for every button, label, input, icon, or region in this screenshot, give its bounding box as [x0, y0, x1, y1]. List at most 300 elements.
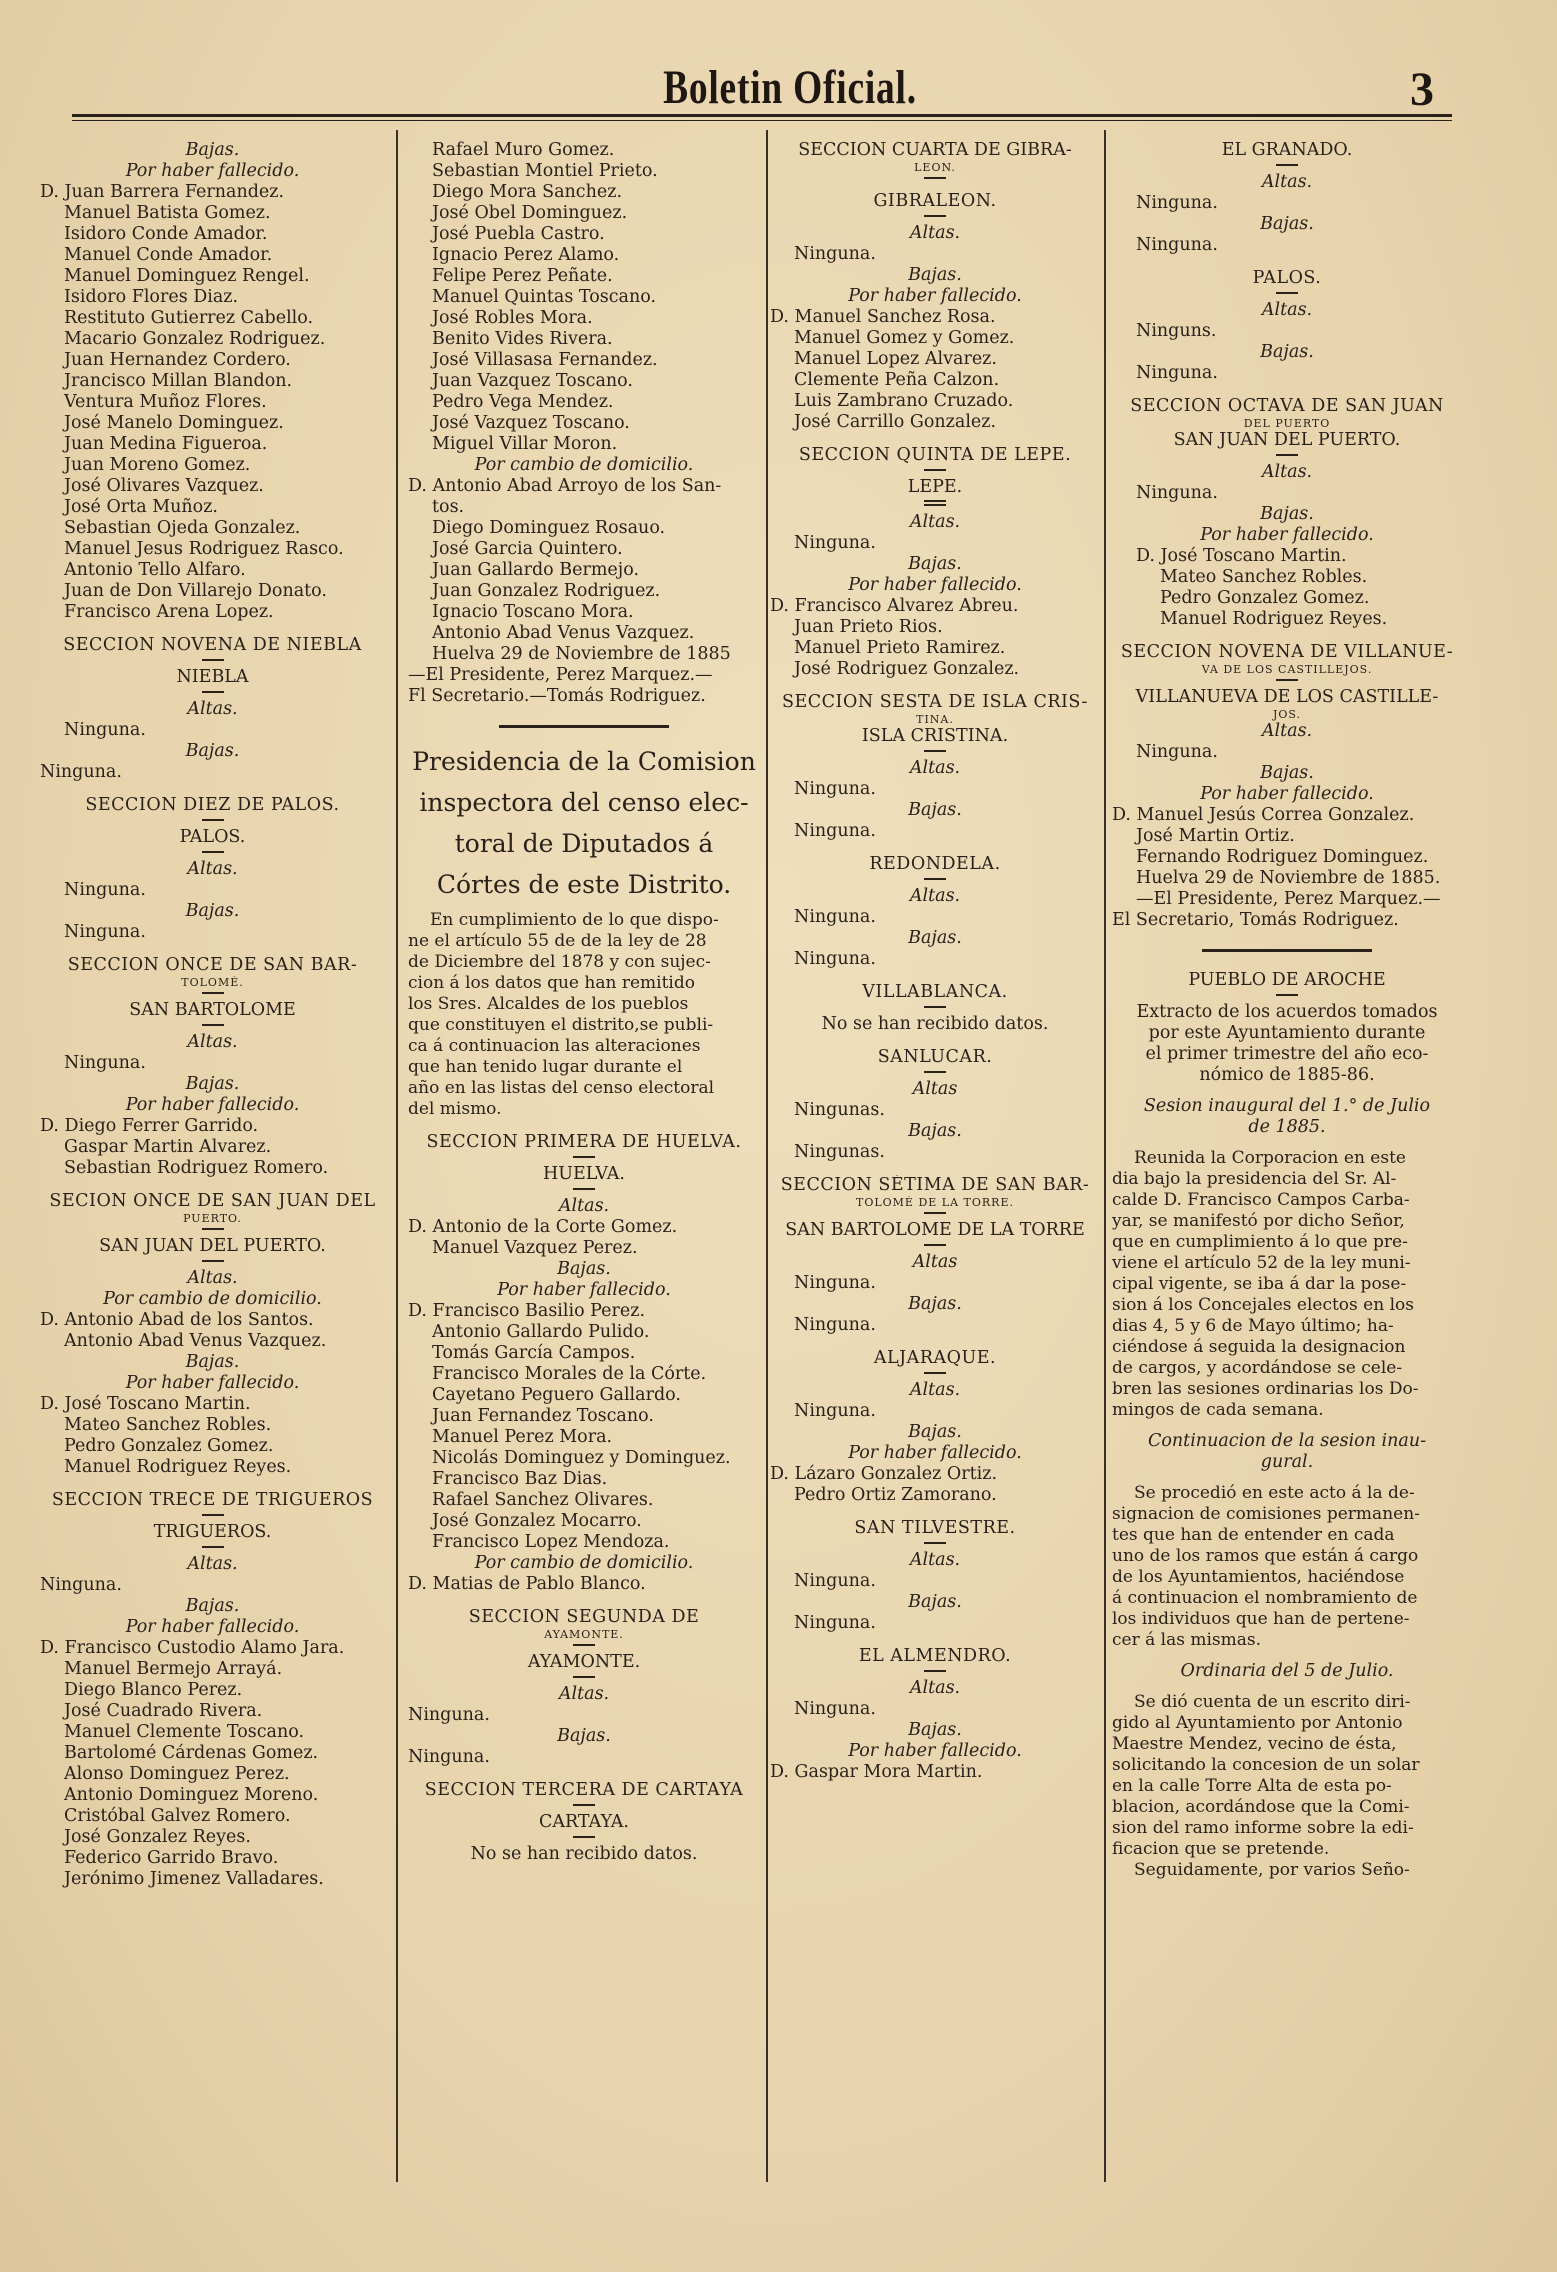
subheading-italic: Bajas. [185, 741, 240, 761]
section-heading: SECCION OCTAVA DE SAN JUAN [1130, 396, 1444, 416]
text-line: Ninguna. [794, 1699, 876, 1719]
section-heading: SECCION SEGUNDA DE [468, 1607, 700, 1627]
text-line: Jerónimo Jimenez Valladares. [64, 1869, 324, 1889]
rule-ornament [573, 1156, 595, 1158]
subheading-italic: Altas. [909, 758, 961, 778]
text-line: Manuel Bermejo Arrayá. [64, 1659, 283, 1679]
masthead-title: Boletin Oficial. [663, 61, 917, 114]
text-line: Ninguna. [1136, 483, 1218, 503]
section-heading: SECCION TERCERA DE CARTAYA [424, 1780, 744, 1800]
subheading-italic: Por haber fallecido. [125, 1373, 300, 1393]
text-line: Diego Blanco Perez. [64, 1680, 243, 1700]
subheading-italic: Por haber fallecido. [497, 1280, 671, 1300]
paragraph-line: signacion de comisiones permanen- [1112, 1504, 1420, 1524]
text-line: Huelva 29 de Noviembre de 1885. [1136, 868, 1441, 888]
text-line: D. Antonio de la Corte Gomez. [408, 1217, 678, 1237]
text-line: Tomás García Campos. [432, 1343, 636, 1363]
text-line: Restituto Gutierrez Cabello. [64, 308, 314, 328]
section-heading: inspectora del censo elec- [419, 788, 749, 817]
text-line: José Carrillo Gonzalez. [794, 412, 997, 432]
rule-ornament [1276, 292, 1298, 294]
section-heading: TOLOMÉ. [181, 976, 244, 989]
text-line: Manuel Batista Gomez. [64, 203, 271, 223]
text-line: José Obel Dominguez. [432, 203, 628, 223]
text-line: Manuel Conde Amador. [64, 245, 273, 265]
text-line: Extracto de los acuerdos tomados [1136, 1002, 1438, 1022]
text-line: Sebastian Ojeda Gonzalez. [64, 518, 301, 538]
subheading-italic: Altas [912, 1079, 958, 1099]
subheading-italic: Por haber fallecido. [848, 575, 1022, 595]
rule-ornament [573, 1188, 595, 1190]
subheading-italic: Bajas. [185, 1074, 240, 1094]
rule-ornament [499, 725, 669, 728]
text-line: D. Juan Barrera Fernandez. [40, 182, 285, 202]
rule-ornament [924, 215, 946, 217]
text-line: Pedro Vega Mendez. [432, 392, 614, 412]
spacer [1112, 1421, 1462, 1431]
text-line: D. Antonio Abad de los Santos. [40, 1310, 314, 1330]
paragraph-line: cion á los datos que han remitido [408, 973, 695, 993]
paragraph-line: cipal vigente, se iba á dar la pose- [1112, 1274, 1407, 1294]
page-number: 3 [1410, 63, 1434, 116]
text-line: Fernando Rodriguez Dominguez. [1136, 847, 1429, 867]
text-line: Antonio Abad Venus Vazquez. [64, 1331, 327, 1351]
text-line: Bartolomé Cárdenas Gomez. [64, 1743, 319, 1763]
text-line: Ninguna. [408, 1705, 490, 1725]
text-line: Pedro Gonzalez Gomez. [64, 1436, 274, 1456]
rule-ornament [202, 992, 224, 994]
subheading-italic: Por haber fallecido. [848, 286, 1022, 306]
subheading-italic: Ordinaria del 5 de Julio. [1180, 1661, 1394, 1681]
section-heading: SECCION PRIMERA DE HUELVA. [426, 1132, 742, 1152]
text-line: Felipe Perez Peñate. [432, 266, 613, 286]
paragraph-line: dia bajo la presidencia del Sr. Al- [1112, 1169, 1397, 1189]
section-heading: Presidencia de la Comision [412, 747, 756, 776]
text-line: Manuel Lopez Alvarez. [794, 349, 997, 369]
spacer [1112, 1138, 1462, 1148]
text-line: Ninguna. [40, 762, 122, 782]
paragraph-line: que han tenido lugar durante el [408, 1057, 683, 1077]
column-3 [770, 140, 1100, 2232]
section-heading: toral de Diputados á [454, 829, 714, 858]
text-line: D. José Toscano Martin. [40, 1394, 251, 1414]
text-line: Ninguns. [1136, 321, 1217, 341]
section-heading: SANLUCAR. [877, 1047, 993, 1067]
text-line: D. Gaspar Mora Martin. [770, 1762, 983, 1782]
column-divider [1104, 130, 1106, 2182]
text-line: Ninguna. [794, 779, 876, 799]
text-line: José Puebla Castro. [432, 224, 605, 244]
text-line: Juan Gallardo Bermejo. [432, 560, 640, 580]
text-line: Antonio Gallardo Pulido. [432, 1322, 650, 1342]
text-line: Manuel Jesus Rodriguez Rasco. [64, 539, 344, 559]
paragraph-line: bren las sesiones ordinarias los Do- [1112, 1379, 1419, 1399]
text-line: Antonio Abad Venus Vazquez. [432, 623, 695, 643]
paragraph-line: ciéndose á seguida la designacion [1112, 1337, 1406, 1357]
subheading-italic: Bajas. [908, 1121, 962, 1141]
subheading-italic: Altas. [187, 859, 238, 879]
paragraph-line: de Diciembre del 1878 y con sujec- [408, 952, 711, 972]
text-line: nómico de 1885-86. [1199, 1065, 1375, 1085]
paragraph-line: viene el artículo 52 de la ley muni- [1112, 1253, 1411, 1273]
rule-ornament [202, 659, 224, 661]
text-line: Francisco Morales de la Córte. [432, 1364, 707, 1384]
text-line: José Villasasa Fernandez. [432, 350, 658, 370]
text-line: Jrancisco Millan Blandon. [64, 371, 293, 391]
text-line: D. Francisco Custodio Alamo Jara. [40, 1638, 345, 1658]
text-line: Ningunas. [794, 1100, 885, 1120]
text-line: José Olivares Vazquez. [64, 476, 264, 496]
text-line: Antonio Tello Alfaro. [64, 560, 246, 580]
text-line: Manuel Dominguez Rengel. [64, 266, 310, 286]
text-line: Nicolás Dominguez y Dominguez. [432, 1448, 731, 1468]
rule-ornament [924, 1670, 946, 1672]
subheading-italic: Altas. [558, 1196, 610, 1216]
text-line: Pedro Ortiz Zamorano. [794, 1485, 997, 1505]
text-line: D. Manuel Jesús Correa Gonzalez. [1112, 805, 1415, 825]
paragraph-line: Seguidamente, por varios Seño- [1134, 1860, 1410, 1880]
text-line: Ninguna. [1136, 363, 1218, 383]
text-line: —El Presidente, Perez Marquez.— [1136, 889, 1441, 909]
paragraph-line: sion del ramo informe sobre la edi- [1112, 1818, 1414, 1838]
column-2 [408, 140, 760, 2232]
text-line: D. Manuel Sanchez Rosa. [770, 307, 996, 327]
rule-ornament [924, 469, 946, 471]
text-line: Ninguna. [1136, 235, 1218, 255]
subheading-italic: Altas. [1261, 172, 1313, 192]
text-line: SAN JUAN DEL PUERTO. [1173, 430, 1401, 450]
text-line: Diego Dominguez Rosauo. [432, 518, 666, 538]
text-line: Macario Gonzalez Rodriguez. [64, 329, 326, 349]
subheading-italic: Altas. [909, 886, 961, 906]
text-line: Miguel Villar Moron. [432, 434, 618, 454]
text-line: Sebastian Montiel Prieto. [432, 161, 658, 181]
text-line: —El Presidente, Perez Marquez.— [408, 665, 713, 685]
spacer [1112, 1651, 1462, 1661]
subheading-italic: Bajas. [185, 1352, 240, 1372]
subheading-italic: Altas. [187, 1554, 238, 1574]
column-divider [396, 130, 398, 2182]
section-heading: SECION ONCE DE SAN JUAN DEL [49, 1191, 376, 1211]
subheading-italic: Altas. [558, 1684, 610, 1704]
subheading-italic: Bajas. [557, 1259, 611, 1279]
subheading-italic: Bajas. [185, 140, 240, 160]
paragraph-line: solicitando la concesion de un solar [1112, 1755, 1420, 1775]
subheading-italic: Sesion inaugural del 1.° de Julio [1143, 1096, 1431, 1116]
text-line: CARTAYA. [539, 1812, 629, 1832]
text-line: Pedro Gonzalez Gomez. [1160, 588, 1370, 608]
subheading-italic: Bajas. [908, 1720, 962, 1740]
text-line: Ninguna. [794, 1315, 876, 1335]
subheading-italic: Bajas. [908, 1294, 962, 1314]
text-line: Isidoro Flores Diaz. [64, 287, 239, 307]
section-heading: DEL PUERTO [1243, 417, 1331, 430]
text-line: Manuel Gomez y Gomez. [794, 328, 1015, 348]
rule-ornament [573, 1676, 595, 1678]
text-line: Juan Hernandez Cordero. [64, 350, 291, 370]
text-line: HUELVA. [543, 1164, 625, 1184]
rule-ornament [202, 1514, 224, 1516]
subheading-italic: Bajas. [185, 1596, 240, 1616]
subheading-italic: Bajas. [908, 554, 962, 574]
subheading-italic: Altas. [1261, 721, 1313, 741]
text-line: Ninguna. [794, 533, 876, 553]
rule-ornament [202, 1260, 224, 1262]
subheading-italic: Bajas. [1260, 342, 1314, 362]
text-line: SAN BARTOLOME DE LA TORRE [785, 1220, 1085, 1240]
rule-ornament [202, 691, 224, 693]
paragraph-line: gido al Ayuntamiento por Antonio [1112, 1713, 1403, 1733]
text-line: Juan Vazquez Toscano. [432, 371, 633, 391]
text-line: Ninguna. [794, 821, 876, 841]
text-line: EL GRANADO. [1221, 140, 1353, 160]
text-line: José Orta Muñoz. [64, 497, 218, 517]
section-heading: PUERTO. [183, 1212, 242, 1225]
text-line: D. Matias de Pablo Blanco. [408, 1574, 646, 1594]
spacer [1112, 1473, 1462, 1483]
text-line: Ignacio Perez Alamo. [432, 245, 620, 265]
column-4 [1112, 140, 1462, 2232]
rule-ornament [924, 1244, 946, 1246]
text-line: Diego Mora Sanchez. [432, 182, 623, 202]
text-line: Luis Zambrano Cruzado. [794, 391, 1014, 411]
text-line: Mateo Sanchez Robles. [1160, 567, 1368, 587]
text-line: LEPE. [907, 477, 963, 497]
section-heading: SECCION ONCE DE SAN BAR- [67, 955, 358, 975]
section-heading: SECCION TRECE DE TRIGUEROS [51, 1490, 374, 1510]
rule-ornament [924, 878, 946, 880]
text-line: Ninguna. [794, 907, 876, 927]
text-line: Ninguna. [40, 1575, 122, 1595]
subheading-italic: Altas. [187, 1268, 238, 1288]
text-line: Fl Secretario.—Tomás Rodriguez. [408, 686, 706, 706]
text-line: Ninguna. [64, 1053, 146, 1073]
rule-ornament [1202, 949, 1372, 952]
text-line: Clemente Peña Calzon. [794, 370, 1000, 390]
rule-ornament [924, 500, 946, 506]
text-line: José Garcia Quintero. [432, 539, 623, 559]
subheading-italic: Altas. [187, 699, 238, 719]
paragraph-line: dias 4, 5 y 6 de Mayo último; ha- [1112, 1316, 1394, 1336]
text-line: Juan Moreno Gomez. [64, 455, 251, 475]
text-line: Juan Gonzalez Rodriguez. [432, 581, 661, 601]
text-line: José Robles Mora. [432, 308, 593, 328]
paragraph-line: que en cumplimiento á lo que pre- [1112, 1232, 1408, 1252]
rule-ornament [1276, 994, 1298, 996]
subheading-italic: Bajas. [908, 265, 962, 285]
rule-ornament [202, 1546, 224, 1548]
subheading-italic: gural. [1260, 1452, 1314, 1472]
text-line: José Manelo Dominguez. [64, 413, 284, 433]
section-heading: PALOS. [1252, 268, 1322, 288]
text-line: Manuel Vazquez Perez. [432, 1238, 638, 1258]
paragraph-line: del mismo. [408, 1099, 502, 1119]
section-heading: ALJARAQUE. [873, 1348, 997, 1368]
subheading-italic: Altas. [1261, 300, 1313, 320]
text-line: Alonso Dominguez Perez. [64, 1764, 290, 1784]
section-heading: SAN TILVESTRE. [854, 1518, 1016, 1538]
paragraph-line: tes que han de entender en cada [1112, 1525, 1395, 1545]
text-line: Ningunas. [794, 1142, 885, 1162]
text-line: Manuel Clemente Toscano. [64, 1722, 305, 1742]
text-line: Ignacio Toscano Mora. [432, 602, 634, 622]
rule-ornament [924, 1542, 946, 1544]
spacer [1112, 1682, 1462, 1692]
rule-ornament [573, 1644, 595, 1646]
rule-ornament [1276, 679, 1298, 681]
text-line: José Cuadrado Rivera. [64, 1701, 263, 1721]
text-line: Mateo Sanchez Robles. [64, 1415, 272, 1435]
subheading-italic: Bajas. [908, 800, 962, 820]
subheading-italic: Altas. [909, 512, 961, 532]
section-heading: LEON. [914, 161, 956, 174]
text-line: Juan Medina Figueroa. [64, 434, 268, 454]
subheading-italic: Altas. [909, 1550, 961, 1570]
text-line: Benito Vides Rivera. [432, 329, 613, 349]
subheading-italic: Bajas. [1260, 214, 1314, 234]
text-line: SAN BARTOLOME [129, 1000, 296, 1020]
subheading-italic: Por haber fallecido. [125, 1617, 300, 1637]
subheading-italic: Por haber fallecido. [125, 161, 300, 181]
subheading-italic: Bajas. [908, 928, 962, 948]
paragraph-line: en la calle Torre Alta de esta po- [1112, 1776, 1392, 1796]
paragraph-line: de los Ayuntamientos, haciéndose [1112, 1567, 1405, 1587]
text-line: Federico Garrido Bravo. [64, 1848, 279, 1868]
text-line: Francisco Baz Dias. [432, 1469, 608, 1489]
text-line: D. Lázaro Gonzalez Ortiz. [770, 1464, 998, 1484]
paragraph-line: los individuos que han de pertene- [1112, 1609, 1410, 1629]
rule-ornament [924, 177, 946, 179]
rule-ornament [202, 819, 224, 821]
text-line: ISLA CRISTINA. [861, 726, 1009, 746]
text-line: por este Ayuntamiento durante [1148, 1023, 1426, 1043]
text-line: Juan Prieto Rios. [794, 617, 943, 637]
text-line: D. Francisco Alvarez Abreu. [770, 596, 1019, 616]
text-line: José Gonzalez Mocarro. [432, 1511, 642, 1531]
text-line: Huelva 29 de Noviembre de 1885 [432, 644, 731, 664]
paragraph-line: calde D. Francisco Campos Carba- [1112, 1190, 1410, 1210]
text-line: Gaspar Martin Alvarez. [64, 1137, 272, 1157]
subheading-italic: de 1885. [1248, 1117, 1326, 1137]
text-line: José Gonzalez Reyes. [64, 1827, 251, 1847]
text-line: Ninguna. [1136, 193, 1218, 213]
text-line: Ninguna. [794, 1571, 876, 1591]
subheading-italic: Altas. [187, 1032, 238, 1052]
spacer [1112, 1086, 1462, 1096]
text-line: Ninguna. [64, 720, 146, 740]
section-heading: JOS. [1272, 708, 1302, 721]
text-line: el primer trimestre del año eco- [1145, 1044, 1429, 1064]
rule-ornament [202, 1228, 224, 1230]
text-line: tos. [432, 497, 465, 517]
rule-ornament [202, 1024, 224, 1026]
subheading-italic: Por haber fallecido. [848, 1741, 1022, 1761]
subheading-italic: Por haber fallecido. [1200, 525, 1374, 545]
text-line: Ninguna. [794, 244, 876, 264]
section-heading: REDONDELA. [869, 854, 1001, 874]
text-line: D. Francisco Basilio Perez. [408, 1301, 646, 1321]
paragraph-line: En cumplimiento de lo que dispo- [430, 910, 719, 930]
section-heading: SECCION NOVENA DE NIEBLA [63, 635, 362, 655]
subheading-italic: Altas. [909, 223, 961, 243]
subheading-italic: Por cambio de domicilio. [474, 455, 694, 475]
rule-ornament [1276, 164, 1298, 166]
text-line: Manuel Rodriguez Reyes. [1160, 609, 1388, 629]
text-line: Antonio Dominguez Moreno. [64, 1785, 319, 1805]
paragraph-line: ne el artículo 55 de de la ley de 28 [408, 931, 707, 951]
subheading-italic: Por haber fallecido. [125, 1095, 300, 1115]
text-line: D. José Toscano Martin. [1136, 546, 1347, 566]
text-line: José Rodriguez Gonzalez. [794, 659, 1020, 679]
subheading-italic: Altas. [1261, 462, 1313, 482]
rule-ornament [202, 851, 224, 853]
text-line: Ninguna. [1136, 742, 1218, 762]
header-rule-thin [72, 120, 1452, 121]
section-heading: VA DE LOS CASTILLEJOS. [1201, 663, 1373, 676]
text-line: TRIGUEROS. [153, 1522, 272, 1542]
section-heading: SECCION QUINTA DE LEPE. [798, 445, 1072, 465]
paragraph-line: Reunida la Corporacion en este [1134, 1148, 1406, 1168]
text-line: Juan Fernandez Toscano. [432, 1406, 654, 1426]
rule-ornament [924, 1006, 946, 1008]
paragraph-line: los Sres. Alcaldes de los pueblos [408, 994, 689, 1014]
section-heading: SECCION SÉTIMA DE SAN BAR- [780, 1175, 1090, 1195]
text-line: Cristóbal Galvez Romero. [64, 1806, 291, 1826]
text-line: Cayetano Peguero Gallardo. [432, 1385, 681, 1405]
paragraph-line: á continuacion el nombramiento de [1112, 1588, 1418, 1608]
text-line: Manuel Perez Mora. [432, 1427, 613, 1447]
paragraph-line: que constituyen el distrito,se publi- [408, 1015, 714, 1035]
subheading-italic: Bajas. [908, 1422, 962, 1442]
text-line: José Martin Ortiz. [1136, 826, 1295, 846]
section-heading: AYAMONTE. [544, 1628, 624, 1641]
rule-ornament [924, 1071, 946, 1073]
text-line: D. Diego Ferrer Garrido. [40, 1116, 259, 1136]
text-line: PUEBLO DE AROCHE [1188, 970, 1386, 990]
paragraph-line: ficacion que se pretende. [1112, 1839, 1330, 1859]
text-line: Ninguna. [794, 1273, 876, 1293]
section-heading: GIBRALEON. [873, 191, 997, 211]
section-heading: EL ALMENDRO. [858, 1646, 1012, 1666]
text-line: El Secretario, Tomás Rodriguez. [1112, 910, 1399, 930]
paragraph-line: Se dió cuenta de un escrito diri- [1134, 1692, 1411, 1712]
text-line: SAN JUAN DEL PUERTO. [99, 1236, 326, 1256]
section-heading: SECCION NOVENA DE VILLANUE- [1120, 642, 1454, 662]
text-line: No se han recibido datos. [821, 1014, 1049, 1034]
column-1 [40, 140, 385, 2232]
paragraph-line: Se procedió en este acto á la de- [1134, 1483, 1415, 1503]
text-line: VILLANUEVA DE LOS CASTILLE- [1135, 687, 1439, 707]
subheading-italic: Altas [912, 1252, 958, 1272]
rule-ornament [924, 1212, 946, 1214]
text-line: Rafael Muro Gomez. [432, 140, 615, 160]
subheading-italic: Bajas. [908, 1592, 962, 1612]
text-line: Isidoro Conde Amador. [64, 224, 268, 244]
subheading-italic: Bajas. [1260, 504, 1314, 524]
paragraph-line: mingos de cada semana. [1112, 1400, 1324, 1420]
text-line: Francisco Lopez Mendoza. [432, 1532, 670, 1552]
text-line: Ninguna. [64, 880, 146, 900]
rule-ornament [573, 1804, 595, 1806]
text-line: Francisco Arena Lopez. [64, 602, 274, 622]
section-heading: VILLABLANCA. [862, 982, 1008, 1002]
subheading-italic: Bajas. [185, 901, 240, 921]
section-heading: TOLOMÉ DE LA TORRE. [855, 1196, 1014, 1209]
section-heading: Córtes de este Distrito. [436, 870, 732, 899]
paragraph-line: blacion, acordándose que la Comi- [1112, 1797, 1410, 1817]
subheading-italic: Por haber fallecido. [1200, 784, 1374, 804]
paragraph-line: uno de los ramos que están á cargo [1112, 1546, 1419, 1566]
